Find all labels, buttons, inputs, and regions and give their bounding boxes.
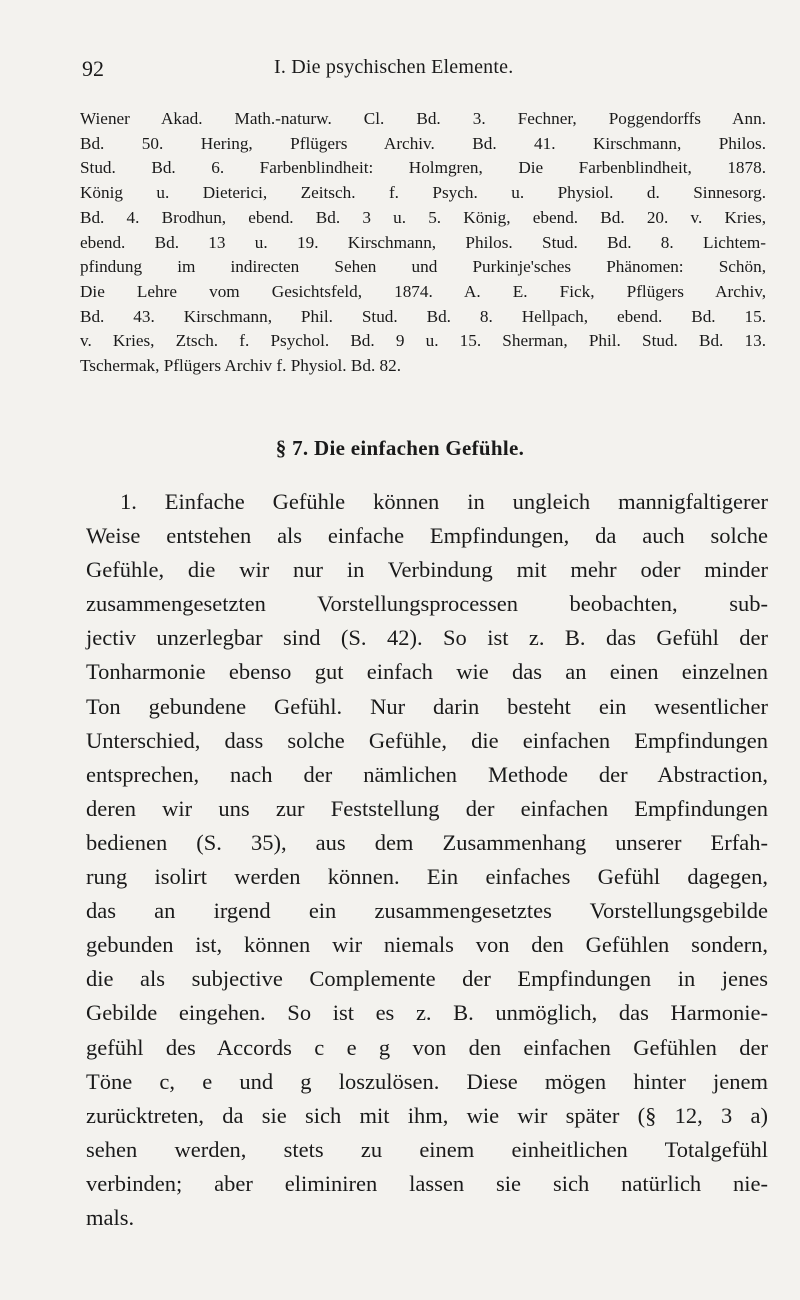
reference-line: pfindung im indirecten Sehen und Purkinje'sches Phänomen: Schön,	[80, 257, 766, 277]
reference-line: ebend. Bd. 13 u. 19. Kirschmann, Philos. Stud. Bd. 8. Lichtem-	[80, 232, 766, 252]
text-line: Weise entstehen als einfache Empfindungen, da auch solche	[86, 523, 768, 549]
text-line: Töne c, e und g loszulösen. Diese mögen hinter jenem	[86, 1068, 768, 1094]
bibliography-block	[80, 107, 766, 379]
text-line: deren wir uns zur Feststellung der einfachen Empfindungen	[86, 795, 768, 821]
text-line: Ton gebundene Gefühl. Nur darin besteht ein wesentlicher	[86, 693, 768, 719]
text-line: zurücktreten, da sie sich mit ihm, wie wir später (§ 12, 3 a)	[86, 1102, 768, 1128]
text-line: entsprechen, nach der nämlichen Methode der Abstraction,	[86, 761, 768, 787]
body-paragraph	[86, 485, 768, 1235]
page-number: 92	[82, 56, 104, 81]
reference-line: v. Kries, Ztsch. f. Psychol. Bd. 9 u. 15. Sherman, Phil. Stud. Bd. 13.	[80, 331, 766, 351]
reference-line: Bd. 50. Hering, Pflügers Archiv. Bd. 41. Kirschmann, Philos.	[80, 133, 766, 153]
text-line: bedienen (S. 35), aus dem Zusammenhang unserer Erfah-	[86, 829, 768, 855]
text-line: zusammengesetzten Vorstellungsprocessen beobachten, sub-	[86, 591, 768, 617]
text-line: Gebilde eingehen. So ist es z. B. unmöglich, das Harmonie-	[86, 1000, 768, 1026]
text-line: sehen werden, stets zu einem einheitlichen Totalgefühl	[86, 1136, 768, 1162]
running-title: I. Die psychischen Elemente.	[274, 56, 514, 78]
reference-line: Wiener Akad. Math.-naturw. Cl. Bd. 3. Fechner, Poggendorffs Ann.	[80, 109, 766, 128]
text-line: 1. Einfache Gefühle können in ungleich mannigfaltigerer	[120, 489, 768, 514]
reference-line: Tschermak, Pflügers Archiv f. Physiol. Bd. 82.	[80, 356, 402, 376]
text-line: verbinden; aber eliminiren lassen sie sich natürlich nie-	[86, 1170, 768, 1196]
reference-line: Stud. Bd. 6. Farbenblindheit: Holmgren, Die Farbenblindheit, 1878.	[80, 158, 766, 178]
text-line: Unterschied, dass solche Gefühle, die einfachen Empfindungen	[86, 727, 768, 753]
reference-line: Bd. 4. Brodhun, ebend. Bd. 3 u. 5. König, ebend. Bd. 20. v. Kries,	[80, 207, 766, 227]
section-heading: § 7. Die einfachen Gefühle.	[275, 436, 525, 460]
text-line: mals.	[86, 1204, 135, 1230]
reference-line: Bd. 43. Kirschmann, Phil. Stud. Bd. 8. Hellpach, ebend. Bd. 15.	[80, 306, 766, 326]
text-line: gebunden ist, können wir niemals von den Gefühlen sondern,	[86, 932, 768, 958]
text-line: jectiv unzerlegbar sind (S. 42). So ist z. B. das Gefühl der	[86, 625, 768, 651]
text-line: das an irgend ein zusammengesetztes Vorstellungsgebilde	[86, 898, 768, 924]
text-line: Tonharmonie ebenso gut einfach wie das an einen einzelnen	[86, 659, 768, 685]
reference-line: König u. Dieterici, Zeitsch. f. Psych. u. Physiol. d. Sinnesorg.	[80, 183, 766, 203]
text-line: die als subjective Complemente der Empfindungen in jenes	[86, 966, 768, 992]
reference-line: Die Lehre vom Gesichtsfeld, 1874. A. E. Fick, Pflügers Archiv,	[80, 281, 766, 301]
text-line: gefühl des Accords c e g von den einfachen Gefühlen der	[86, 1034, 768, 1060]
text-line: Gefühle, die wir nur in Verbindung mit mehr oder minder	[86, 557, 768, 583]
text-line: rung isolirt werden können. Ein einfaches Gefühl dagegen,	[86, 864, 768, 890]
